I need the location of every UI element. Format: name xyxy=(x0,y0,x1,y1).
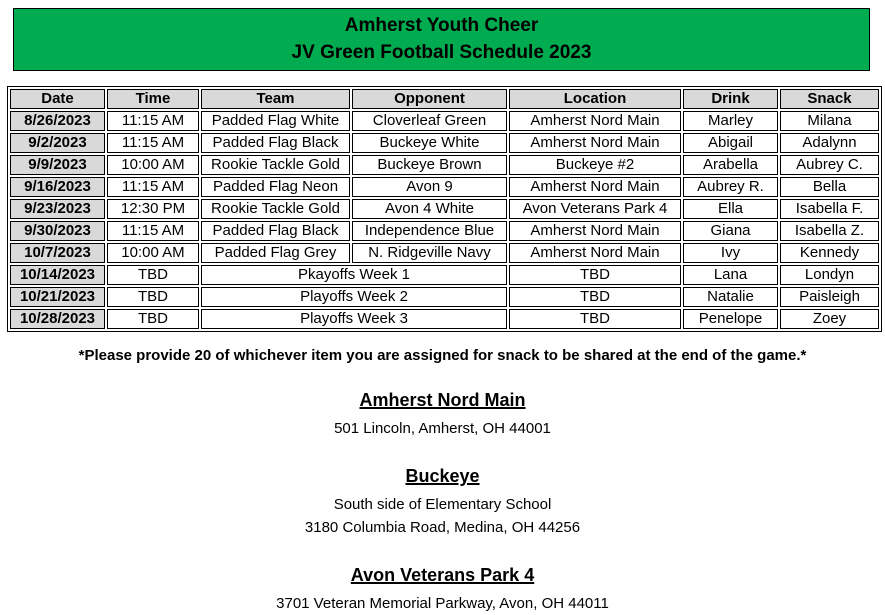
schedule-table xyxy=(7,86,882,332)
table-row xyxy=(10,111,879,131)
cell-playoff-event: Playoffs Week 2 xyxy=(201,287,507,307)
cell-time: 11:15 AM xyxy=(107,111,199,131)
cell-drink: Marley xyxy=(683,111,778,131)
cell-drink: Giana xyxy=(683,221,778,241)
cell-time: 11:15 AM xyxy=(107,133,199,153)
cell-location: Amherst Nord Main xyxy=(509,133,681,153)
column-header-location: Location xyxy=(509,89,681,109)
cell-time: TBD xyxy=(107,265,199,285)
cell-opponent: Avon 9 xyxy=(352,177,507,197)
cell-opponent: Buckeye White xyxy=(352,133,507,153)
cell-date: 9/16/2023 xyxy=(10,177,105,197)
cell-location: Amherst Nord Main xyxy=(509,111,681,131)
page-title-line-1: Amherst Youth Cheer xyxy=(344,15,539,36)
cell-opponent: Cloverleaf Green xyxy=(352,111,507,131)
table-row xyxy=(10,133,879,153)
cell-drink: Arabella xyxy=(683,155,778,175)
cell-snack: Bella xyxy=(780,177,879,197)
table-row xyxy=(10,243,879,263)
cell-date: 8/26/2023 xyxy=(10,111,105,131)
cell-snack: Londyn xyxy=(780,265,879,285)
cell-date: 9/2/2023 xyxy=(10,133,105,153)
cell-snack: Kennedy xyxy=(780,243,879,263)
cell-date: 10/14/2023 xyxy=(10,265,105,285)
table-row xyxy=(10,221,879,241)
cell-snack: Paisleigh xyxy=(780,287,879,307)
cell-time: TBD xyxy=(107,287,199,307)
cell-playoff-event: Pkayoffs Week 1 xyxy=(201,265,507,285)
cell-location: Avon Veterans Park 4 xyxy=(509,199,681,219)
cell-opponent: Independence Blue xyxy=(352,221,507,241)
cell-opponent: Avon 4 White xyxy=(352,199,507,219)
cell-drink: Natalie xyxy=(683,287,778,307)
cell-opponent: Buckeye Brown xyxy=(352,155,507,175)
cell-date: 9/9/2023 xyxy=(10,155,105,175)
cell-team: Rookie Tackle Gold xyxy=(201,199,350,219)
cell-snack: Milana xyxy=(780,111,879,131)
cell-location: Amherst Nord Main xyxy=(509,177,681,197)
table-row-playoffs xyxy=(10,265,879,285)
cell-date: 9/23/2023 xyxy=(10,199,105,219)
cell-date: 10/7/2023 xyxy=(10,243,105,263)
location-address: 3180 Columbia Road, Medina, OH 44256 xyxy=(304,519,581,536)
cell-playoff-event: Playoffs Week 3 xyxy=(201,309,507,329)
table-row-playoffs xyxy=(10,287,879,307)
cell-location: TBD xyxy=(509,265,681,285)
cell-snack: Isabella F. xyxy=(780,199,879,219)
title-banner xyxy=(13,8,870,71)
cell-snack: Adalynn xyxy=(780,133,879,153)
cell-team: Padded Flag Grey xyxy=(201,243,350,263)
cell-drink: Ivy xyxy=(683,243,778,263)
schedule-page xyxy=(0,8,885,615)
cell-location: Amherst Nord Main xyxy=(509,221,681,241)
cell-drink: Abigail xyxy=(683,133,778,153)
cell-location: TBD xyxy=(509,287,681,307)
cell-time: 10:00 AM xyxy=(107,155,199,175)
table-row xyxy=(10,177,879,197)
cell-time: TBD xyxy=(107,309,199,329)
cell-date: 10/28/2023 xyxy=(10,309,105,329)
location-address: 3701 Veteran Memorial Parkway, Avon, OH 44011 xyxy=(276,595,609,612)
location-amherst-nord-main xyxy=(0,390,885,440)
cell-snack: Zoey xyxy=(780,309,879,329)
cell-drink: Lana xyxy=(683,265,778,285)
cell-time: 11:15 AM xyxy=(107,221,199,241)
snack-note: *Please provide 20 of whichever item you are assigned for snack to be shared at the end of the game.* xyxy=(78,347,807,364)
cell-team: Padded Flag Black xyxy=(201,221,350,241)
cell-team: Rookie Tackle Gold xyxy=(201,155,350,175)
column-header-time: Time xyxy=(107,89,199,109)
cell-location: Amherst Nord Main xyxy=(509,243,681,263)
cell-snack: Isabella Z. xyxy=(780,221,879,241)
location-address: 501 Lincoln, Amherst, OH 44001 xyxy=(334,420,551,437)
cell-time: 10:00 AM xyxy=(107,243,199,263)
table-row xyxy=(10,155,879,175)
location-name: Avon Veterans Park 4 xyxy=(350,565,535,585)
location-name: Amherst Nord Main xyxy=(359,390,526,410)
cell-team: Padded Flag White xyxy=(201,111,350,131)
table-row xyxy=(10,199,879,219)
column-header-team: Team xyxy=(201,89,350,109)
cell-date: 10/21/2023 xyxy=(10,287,105,307)
cell-time: 12:30 PM xyxy=(107,199,199,219)
column-header-drink: Drink xyxy=(683,89,778,109)
column-header-opponent: Opponent xyxy=(352,89,507,109)
cell-opponent: N. Ridgeville Navy xyxy=(352,243,507,263)
page-title-line-2: JV Green Football Schedule 2023 xyxy=(291,42,592,63)
location-name: Buckeye xyxy=(405,466,480,486)
cell-drink: Ella xyxy=(683,199,778,219)
location-detail: South side of Elementary School xyxy=(333,496,552,513)
cell-team: Padded Flag Neon xyxy=(201,177,350,197)
location-buckeye xyxy=(0,466,885,539)
cell-snack: Aubrey C. xyxy=(780,155,879,175)
cell-location: TBD xyxy=(509,309,681,329)
cell-team: Padded Flag Black xyxy=(201,133,350,153)
cell-drink: Penelope xyxy=(683,309,778,329)
cell-date: 9/30/2023 xyxy=(10,221,105,241)
cell-drink: Aubrey R. xyxy=(683,177,778,197)
cell-location: Buckeye #2 xyxy=(509,155,681,175)
cell-time: 11:15 AM xyxy=(107,177,199,197)
column-header-snack: Snack xyxy=(780,89,879,109)
table-row-playoffs xyxy=(10,309,879,329)
location-avon-veterans-park-4 xyxy=(0,565,885,615)
table-header-row xyxy=(10,89,879,109)
column-header-date: Date xyxy=(10,89,105,109)
